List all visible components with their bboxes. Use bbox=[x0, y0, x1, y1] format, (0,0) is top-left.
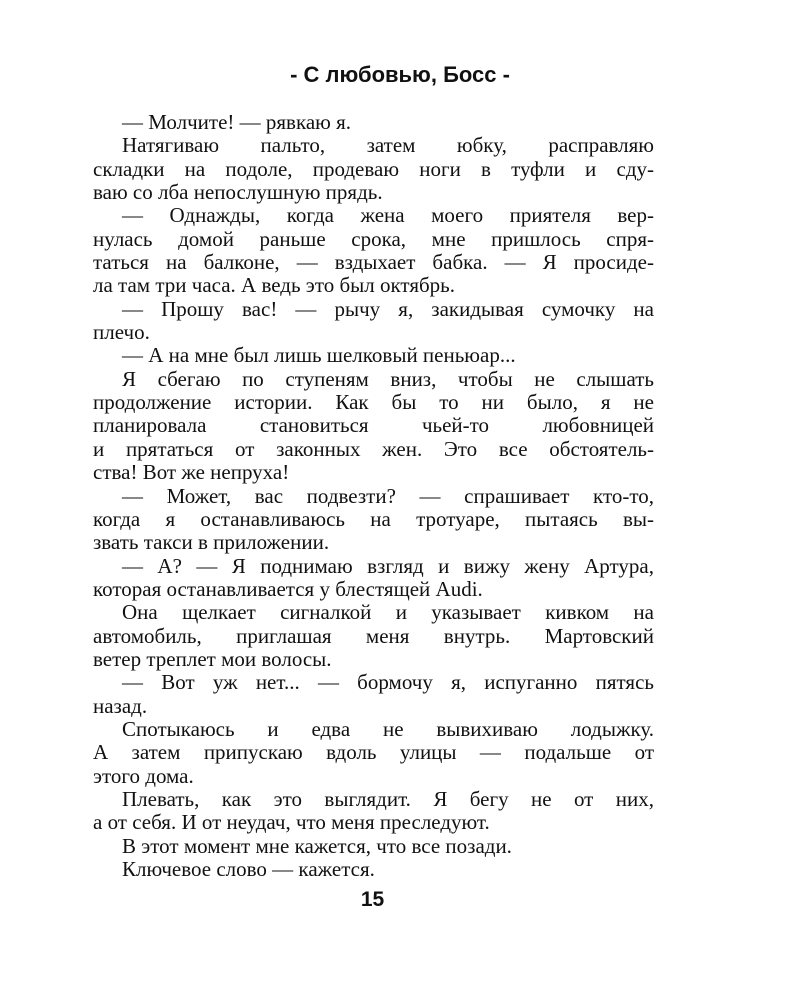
text-line: Ключевое слово — кажется. bbox=[122, 857, 375, 881]
text-line: этого дома. bbox=[93, 763, 194, 788]
text-line: когда я останавливаюсь на тротуаре, пытаясь вы- bbox=[93, 506, 654, 531]
text-line: автомобиль, приглашая меня внутрь. Мартовский bbox=[93, 623, 654, 648]
text-line: Она щелкает сигналкой и указывает кивком на bbox=[122, 600, 654, 625]
text-line: ветер треплет мои волосы. bbox=[93, 646, 332, 671]
page-number: 15 bbox=[360, 888, 385, 911]
text-line: ства! Вот же непруха! bbox=[93, 460, 290, 485]
text-line: ла там три часа. А ведь это был октябрь. bbox=[93, 273, 455, 298]
text-line: — Однажды, когда жена моего приятеля вер- bbox=[122, 203, 654, 228]
text-line: таться на балконе, — вздыхает бабка. — Я просиде- bbox=[93, 250, 654, 275]
text-line: В этот момент мне кажется, что все позади. bbox=[122, 833, 512, 858]
text-line: планировала становиться чьей-то любовницей bbox=[93, 413, 654, 438]
text-line: — Молчите! — рявкаю я. bbox=[122, 110, 352, 134]
text-line: назад. bbox=[93, 693, 148, 718]
text-line: Я сбегаю по ступеням вниз, чтобы не слышать bbox=[122, 366, 654, 391]
text-line: продолжение истории. Как бы то ни было, я не bbox=[93, 390, 654, 415]
text-line: складки на подоле, продеваю ноги в туфли и сду- bbox=[93, 156, 654, 181]
text-line: — А на мне был лишь шелковый пеньюар... bbox=[122, 343, 516, 368]
text-line: и прятаться от законных жен. Это все обстоятель- bbox=[93, 436, 654, 461]
text-line: звать такси в приложении. bbox=[93, 530, 330, 555]
text-line: Спотыкаюсь и едва не вывихиваю лодыжку. bbox=[122, 716, 654, 741]
text-line: а от себя. И от неудач, что меня преследуют. bbox=[93, 810, 490, 835]
text-line: Плевать, как это выглядит. Я бегу не от них, bbox=[122, 786, 654, 811]
text-line: ваю со лба непослушную прядь. bbox=[93, 180, 383, 205]
text-line: — Прошу вас! — рычу я, закидывая сумочку на bbox=[122, 296, 654, 321]
text-line: — А? — Я поднимаю взгляд и вижу жену Артура, bbox=[122, 553, 654, 578]
text-line: которая останавливается у блестящей Audi. bbox=[93, 576, 483, 601]
text-line: — Вот уж нет... — бормочу я, испуганно пятясь bbox=[122, 670, 654, 695]
text-line: плечо. bbox=[93, 320, 150, 345]
text-line: нулась домой раньше срока, мне пришлось спря- bbox=[93, 226, 654, 251]
body-text bbox=[93, 110, 654, 881]
text-line: Натягиваю пальто, затем юбку, расправляю bbox=[122, 133, 654, 158]
text-line: А затем припускаю вдоль улицы — подальше от bbox=[93, 740, 654, 765]
running-header: - С любовью, Босс - bbox=[290, 62, 510, 87]
text-line: — Может, вас подвезти? — спрашивает кто-то, bbox=[122, 483, 654, 508]
